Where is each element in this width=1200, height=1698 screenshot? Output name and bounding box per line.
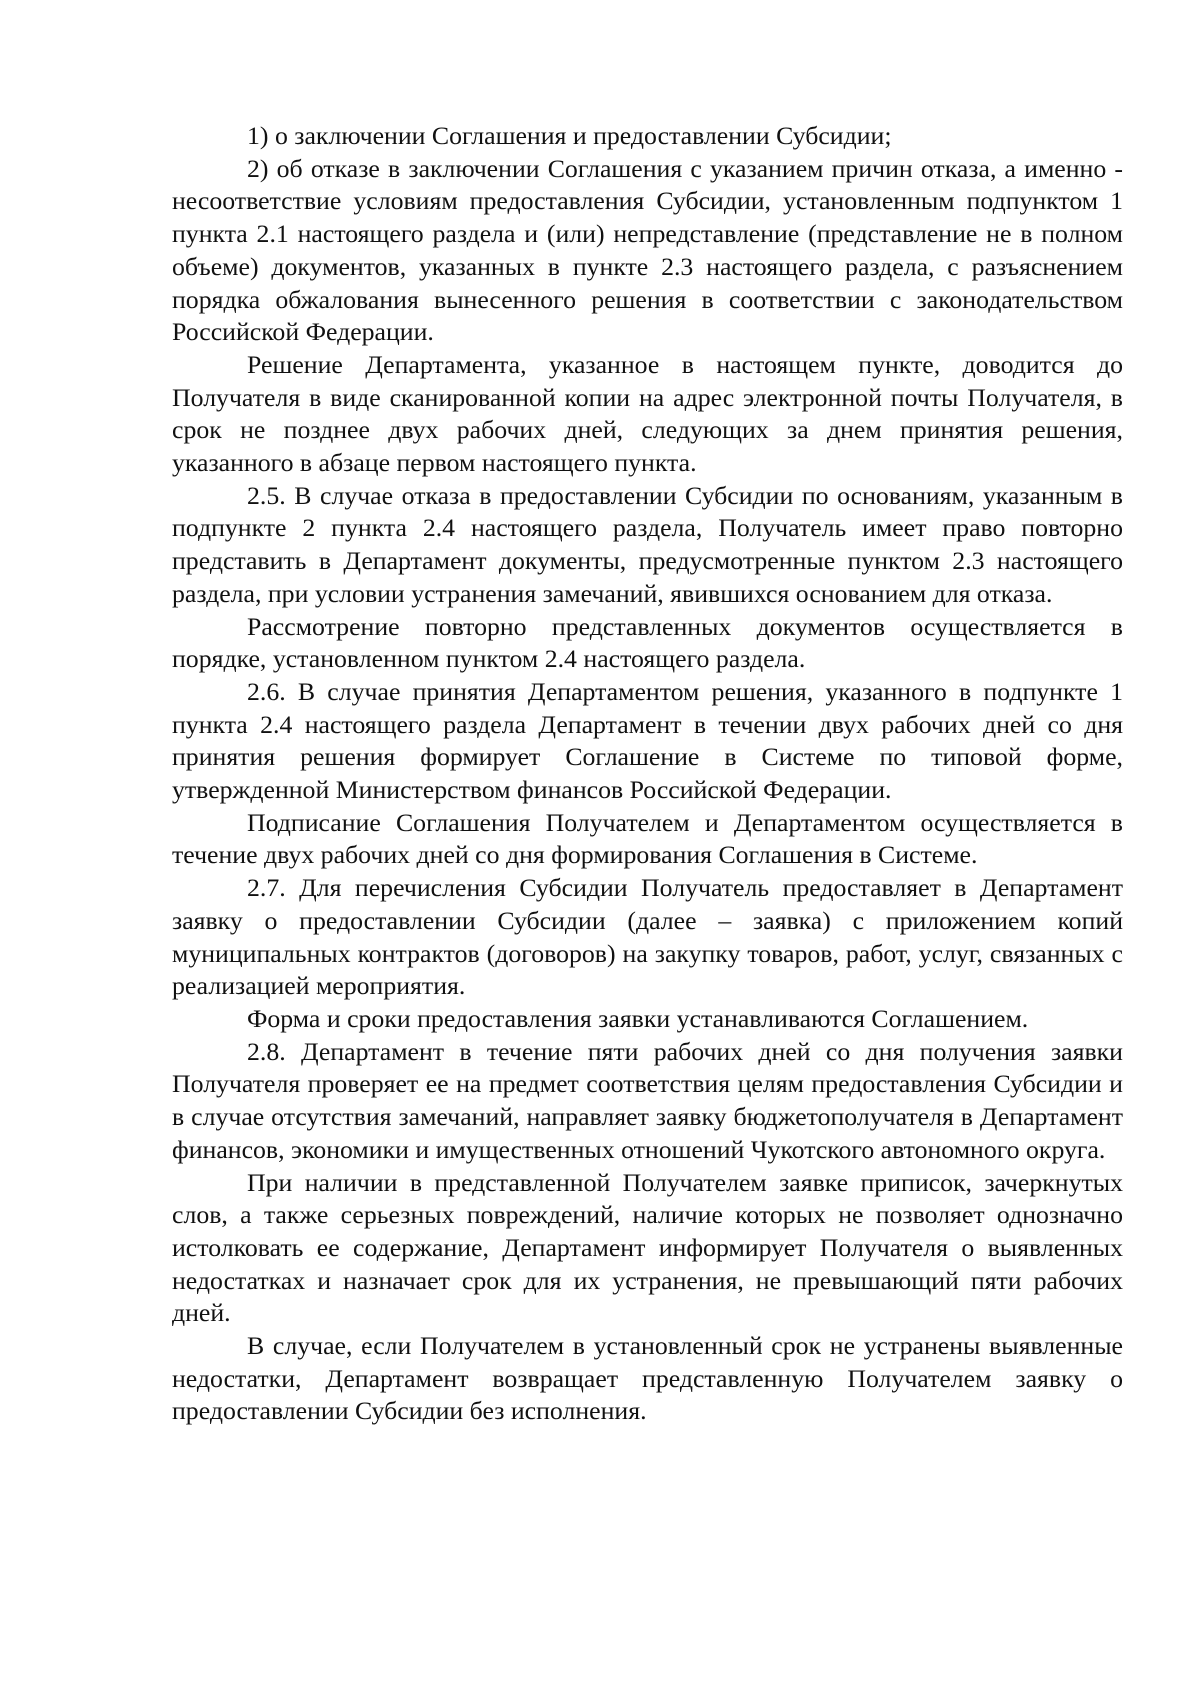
paragraph-clause-2-8: 2.8. Департамент в течение пяти рабочих дней со дня получения заявки Получателя проверяет ее на предмет соответствия целям предоставления Субсидии и в случае отсутствия замечаний, направляет заявку бюджетополучателя в Департамент финансов, экономики и имущественных отношений Чукотского автономного округа. — [172, 1036, 1123, 1164]
paragraph-agreement-signing: Подписание Соглашения Получателем и Департаментом осуществляется в течение двух рабочих дней со дня формирования Соглашения в Системе. — [172, 807, 1123, 870]
paragraph-clause-2-5: 2.5. В случае отказа в предоставлении Субсидии по основаниям, указанным в подпункте 2 пункта 2.4 настоящего раздела, Получатель имеет право повторно представить в Департамент документы, предусмотренные пунктом 2.3 настоящего раздела, при условии устранения замечаний, явившихся основанием для отказа. — [172, 480, 1123, 608]
paragraph-application-form: Форма и сроки предоставления заявки устанавливаются Соглашением. — [247, 1003, 1029, 1033]
paragraph-decision-refuse: 2) об отказе в заключении Соглашения с указанием причин отказа, а именно - несоответствие условиям предоставления Субсидии, установленным подпунктом 1 пункта 2.1 настоящего раздела и (или) непредставление (представление не в полном объеме) документов, указанных в пункте 2.3 настоящего раздела, с разъяснением порядка обжалования вынесенного решения в соответствии с законодательством Российской Федерации. — [172, 153, 1123, 347]
paragraph-application-return: В случае, если Получателем в установленный срок не устранены выявленные недостатки, Департамент возвращает представленную Получателем заявку о предоставлении Субсидии без исполнения. — [172, 1331, 1123, 1426]
paragraph-decision-conclude: 1) о заключении Соглашения и предоставлении Субсидии; — [247, 121, 892, 150]
paragraph-resubmission-review: Рассмотрение повторно представленных документов осуществляется в порядке, установленном пунктом 2.4 настоящего раздела. — [172, 611, 1123, 674]
document-body — [172, 120, 1123, 1428]
paragraph-decision-notification: Решение Департамента, указанное в настоящем пункте, доводится до Получателя в виде сканированной копии на адрес электронной почты Получателя, в срок не позднее двух рабочих дней, следующих за днем принятия решения, указанного в абзаце первом настоящего пункта. — [172, 349, 1123, 478]
paragraph-defects-notification: При наличии в представленной Получателем заявке приписок, зачеркнутых слов, а также серьезных повреждений, наличие которых не позволяет однозначно истолковать ее содержание, Департамент информирует Получателя о выявленных недостатках и назначает срок для их устранения, не превышающий пяти рабочих дней. — [172, 1167, 1123, 1328]
paragraph-clause-2-6: 2.6. В случае принятия Департаментом решения, указанного в подпункте 1 пункта 2.4 настоящего раздела Департамент в течении двух рабочих дней со дня принятия решения формирует Соглашение в Системе по типовой форме, утвержденной Министерством финансов Российской Федерации. — [172, 676, 1123, 805]
paragraph-clause-2-7: 2.7. Для перечисления Субсидии Получатель предоставляет в Департамент заявку о предоставлении Субсидии (далее – заявка) с приложением копий муниципальных контрактов (договоров) на закупку товаров, работ, услуг, связанных с реализацией мероприятия. — [172, 873, 1123, 1001]
